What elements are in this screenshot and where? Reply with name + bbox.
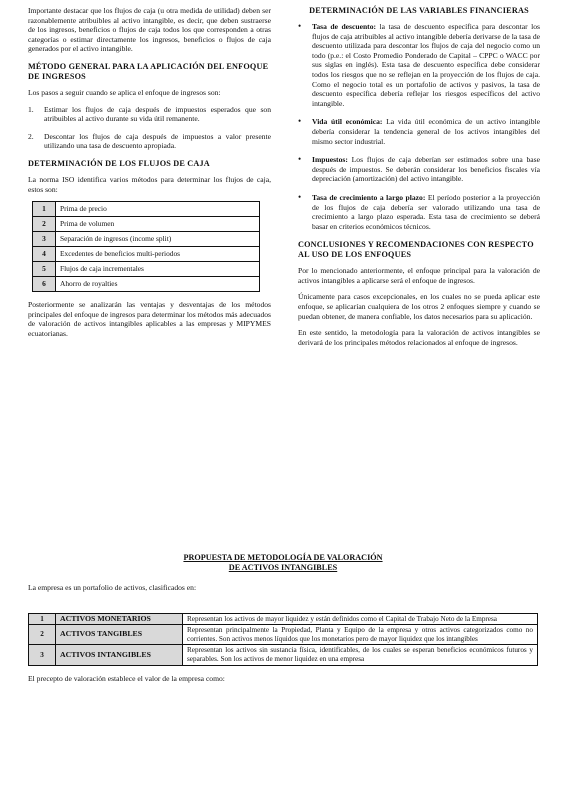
step-number: 1. [28,104,34,114]
method-number: 4 [33,247,56,262]
bullet-term: Vida útil económica: [312,117,383,127]
proposal-title-line: DE ACTIVOS INTANGIBLES [228,563,338,572]
intro-paragraph: Importante destacar que los flujos de caja (u otra medida de utilidad) deben ser razonablemente atribuibles al activo intangible, es decir, que deben sustraerse de los ingresos, beneficios o flujos de caja todos los que corresponden a otras categorías o estimar directamente los ingresos, beneficios o flujos de caja generados por el activo intangible. [28,6,271,54]
table-row [33,232,260,247]
proposal-section [28,553,538,690]
heading-general-method: MÉTODO GENERAL PARA LA APLICACIÓN DEL ENFOQUE DE INGRESOS [28,61,269,81]
method-number: 2 [33,217,56,232]
bullet-term: Tasa de descuento: [312,22,377,31]
table-row [33,217,260,232]
table-row [29,625,538,645]
closing-paragraph: El precepto de valoración establece el valor de la empresa como: [28,673,225,683]
method-number: 5 [33,262,56,277]
step-text: Estimar los flujos de caja después de impuestos esperados que son atribuibles al activo durante su vida útil remanente. [44,104,271,124]
list-item [28,132,271,151]
table-row [33,277,260,292]
assets-table [28,613,538,666]
table-row [29,613,538,625]
method-number: 6 [33,277,56,292]
list-item [28,105,271,124]
bullet-term: Tasa de crecimiento a largo plazo: [312,192,426,202]
bullet-term: Impuestos: [312,155,348,165]
outro-paragraph: Posteriormente se analizarán las ventajas y desventajas de los métodos principales del enfoque de ingresos para determinar los métodos más adecuados de valoración de activos intangibles aplicables a las empresas y MIPYMES ecuatorianas. [28,300,271,338]
method-label: Prima de precio [56,202,260,217]
asset-number: 1 [29,613,56,625]
bullet-icon: • [298,116,302,127]
method-label: Prima de volumen [56,217,260,232]
left-column [28,6,271,346]
asset-description: Representan los activos sin sustancia física, identificables, de los cuales se esperan beneficios económicos futuros y separables. Son los activos de menor liquidez en una empresa [183,645,538,665]
method-label: Excedentes de beneficios multi-periodos [56,247,260,262]
methods-table [32,201,260,292]
bullet-icon: • [298,21,302,31]
asset-description: Representan los activos de mayor liquidez y están definidos como el Capital de Trabajo Neto de la Empresa [183,613,538,625]
variables-list [298,22,540,231]
list-item [298,193,540,231]
list-item [298,22,540,108]
bullet-text: la tasa de descuento específica para descontar los flujos de caja atribuibles al activo intangible debería derivarse de la tasa de descuento utilizada para descontar los flujos de caja del negocio como un todo (p.e.: el Costo Promedio Ponderado de Capital – CPPC o WACC por sus siglas en inglés). Esta tasa de descuento específica debe considerar todos los riesgos que no se reflejan en la proyección de los flujos de caja. Como el negocio total es un portafolio de activos y pasivos, la tasa de descuento específica debería reflejar los riesgos específicos del activo intangible. [312,22,540,108]
flows-intro: La norma ISO identifica varios métodos para determinar los flujos de caja, estos son: [28,174,271,194]
method-label: Ahorro de royalties [56,277,260,292]
bullet-text: Los flujos de caja deberían ser estimados sobre una base después de impuestos. Se deberán considerar los beneficios fiscales vía depreciación (amortización) del activo intangible. [312,155,540,184]
asset-number: 2 [29,625,56,645]
proposal-title-line: PROPUESTA DE METODOLOGÍA DE VALORACIÓN [183,553,383,562]
bullet-text: El período posterior a la proyección de los flujos de caja debería ser valorado utilizando una tasa de crecimiento a largo plazo esperada. Esta tasa de crecimiento se deberá basar en criterios económicos técnicos. [312,192,540,231]
steps-list [28,105,271,151]
asset-name: ACTIVOS INTANGIBLES [56,645,183,665]
table-row [33,247,260,262]
asset-name: ACTIVOS MONETARIOS [56,613,183,625]
method-number: 3 [33,232,56,247]
conclusion-paragraph: Por lo mencionado anteriormente, el enfoque principal para la valoración de activos intangibles a aplicarse será el enfoque de ingresos. [298,266,540,285]
asset-description: Representan principalmente la Propiedad, Planta y Equipo de la empresa y otros activos categorizados como no corrientes. Son activos menos líquidos que los monetarios pero de mayor liquidez que los intangibles [183,625,538,645]
list-item [298,155,540,184]
table-row [33,262,260,277]
conclusion-paragraph: En este sentido, la metodología para la valoración de activos intangibles se derivará de los principales métodos relacionados al enfoque de ingresos. [298,328,540,347]
method-label: Flujos de caja incrementales [56,262,260,277]
steps-intro: Los pasos a seguir cuando se aplica el enfoque de ingresos son: [28,87,221,97]
heading-financial-variables: DETERMINACIÓN DE LAS VARIABLES FINANCIERAS [309,6,529,15]
proposal-intro: La empresa es un portafolio de activos, clasificados en: [28,583,197,592]
bullet-icon: • [298,154,302,165]
step-text: Descontar los flujos de caja después de impuestos a valor presente utilizando una tasa de descuento apropiada. [44,131,271,151]
heading-conclusions: CONCLUSIONES Y RECOMENDACIONES CON RESPECTO AL USO DE LOS ENFOQUES [298,240,534,260]
asset-name: ACTIVOS TANGIBLES [56,625,183,645]
table-row [29,645,538,665]
heading-cash-flows: DETERMINACIÓN DE LOS FLUJOS DE CAJA [28,158,210,168]
list-item [298,117,540,146]
conclusion-paragraph: Únicamente para casos excepcionales, en los cuales no se pueda aplicar este enfoque, se aplicarían cualquiera de los otros 2 enfoques siempre y cuando se puedan obtener, de manera confiable, los datos necesarios para su aplicación. [298,292,540,321]
step-number: 2. [28,131,34,141]
right-column [298,6,540,354]
bullet-text: La vida útil económica de un activo intangible debería considerar la tendencia general de los activos intangibles del mismo sector industrial. [312,117,540,146]
proposal-title [28,553,538,573]
method-label: Separación de ingresos (income split) [56,232,260,247]
asset-number: 3 [29,645,56,665]
table-row [33,202,260,217]
method-number: 1 [33,202,56,217]
bullet-icon: • [298,191,302,202]
